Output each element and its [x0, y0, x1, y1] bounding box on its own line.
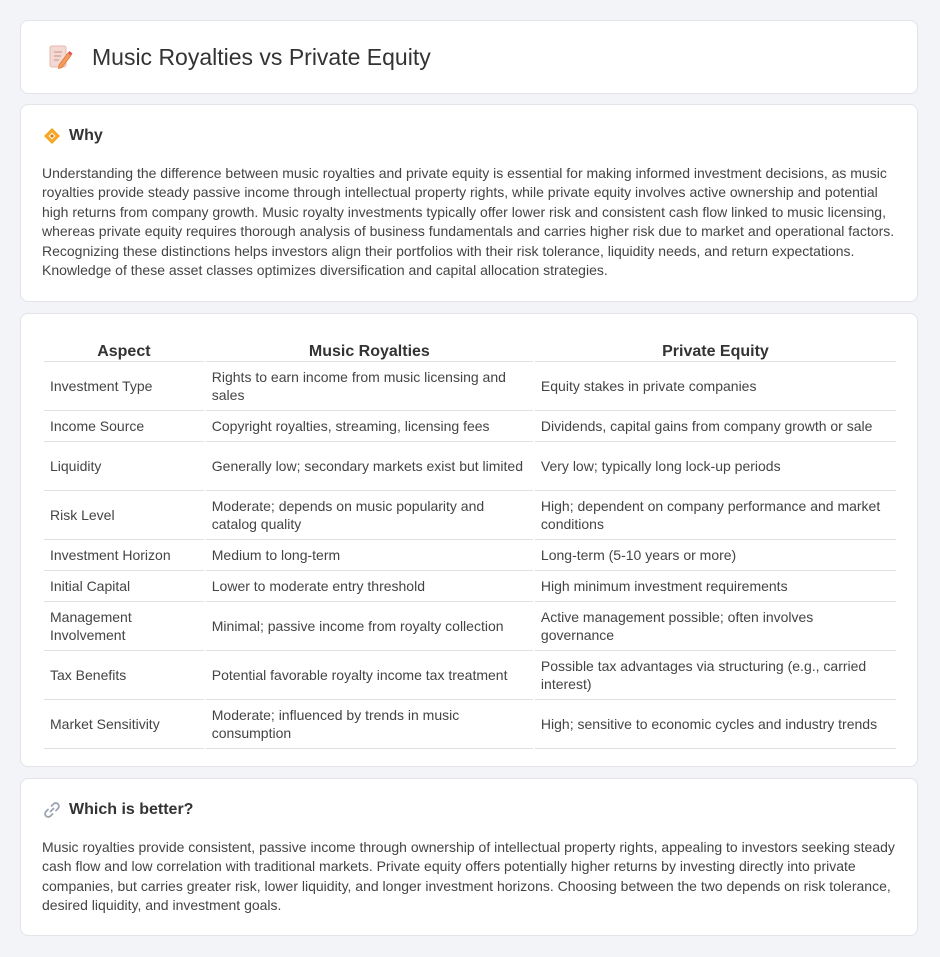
aspect-cell: Investment Type: [44, 362, 204, 411]
comparison-table: [42, 334, 898, 749]
private-equity-cell: Active management possible; often involves governance: [535, 602, 896, 651]
aspect-cell: Market Sensitivity: [44, 700, 204, 749]
why-header: [43, 127, 103, 145]
table-row: [44, 540, 896, 571]
aspect-cell: Management Involvement: [44, 602, 204, 651]
private-equity-cell: High minimum investment requirements: [535, 571, 896, 602]
header-private-equity: Private Equity: [535, 334, 896, 362]
table-row: [44, 362, 896, 411]
music-royalties-cell: Moderate; depends on music popularity and catalog quality: [206, 491, 533, 540]
music-royalties-cell: Rights to earn income from music licensing and sales: [206, 362, 533, 411]
music-royalties-cell: Moderate; influenced by trends in music consumption: [206, 700, 533, 749]
private-equity-cell: Long-term (5-10 years or more): [535, 540, 896, 571]
which-better-card: [20, 778, 918, 936]
header-aspect: Aspect: [44, 334, 204, 362]
aspect-cell: Income Source: [44, 411, 204, 442]
private-equity-cell: High; sensitive to economic cycles and industry trends: [535, 700, 896, 749]
table-row: [44, 651, 896, 700]
aspect-cell: Tax Benefits: [44, 651, 204, 700]
private-equity-cell: Equity stakes in private companies: [535, 362, 896, 411]
private-equity-cell: Very low; typically long lock-up periods: [535, 442, 896, 491]
better-text: Music royalties provide consistent, passive income through ownership of intellectual property rights, appealing to investors seeking steady cash flow and low correlation with traditional markets. Private equity offers potentially higher returns by investing directly into private companies, but carries greater risk, lower liquidity, and longer investment horizons. Choosing between the two depends on risk tolerance, desired liquidity, and investment goals.: [42, 839, 895, 914]
why-text: Understanding the difference between music royalties and private equity is essential for making informed investment decisions, as music royalties provide steady passive income through intellectual property rights, while private equity involves active ownership and potential high returns from company growth. Music royalty investments typically offer lower risk and consistent cash flow linked to music licensing, whereas private equity requires thorough analysis of business fundamentals and carries higher risk due to market and operational factors. Recognizing these distinctions helps investors align their portfolios with their risk tolerance, liquidity needs, and return expectations. Knowledge of these asset classes optimizes diversification and capital allocation strategies.: [42, 165, 895, 279]
table-row: [44, 571, 896, 602]
diamond-warning-icon: [43, 127, 61, 145]
music-royalties-cell: Generally low; secondary markets exist but limited: [206, 442, 533, 491]
table-row: [44, 491, 896, 540]
table-row: [44, 411, 896, 442]
table-row: [44, 442, 896, 491]
link-icon: [43, 801, 61, 819]
aspect-cell: Investment Horizon: [44, 540, 204, 571]
private-equity-cell: High; dependent on company performance and market conditions: [535, 491, 896, 540]
private-equity-cell: Possible tax advantages via structuring (e.g., carried interest): [535, 651, 896, 700]
better-heading: Which is better?: [69, 801, 194, 818]
aspect-cell: Initial Capital: [44, 571, 204, 602]
aspect-cell: Risk Level: [44, 491, 204, 540]
title-row: [46, 43, 431, 71]
music-royalties-cell: Minimal; passive income from royalty collection: [206, 602, 533, 651]
table-row: [44, 602, 896, 651]
header-music-royalties: Music Royalties: [206, 334, 533, 362]
music-royalties-cell: Copyright royalties, streaming, licensing fees: [206, 411, 533, 442]
music-royalties-cell: Lower to moderate entry threshold: [206, 571, 533, 602]
title-card: [20, 20, 918, 94]
music-royalties-cell: Medium to long-term: [206, 540, 533, 571]
page-title: Music Royalties vs Private Equity: [92, 43, 431, 70]
music-royalties-cell: Potential favorable royalty income tax treatment: [206, 651, 533, 700]
table-row: [44, 700, 896, 749]
comparison-card: [20, 313, 918, 767]
document-pencil-icon: [46, 43, 74, 71]
better-header: [43, 801, 193, 819]
why-card: [20, 104, 918, 302]
private-equity-cell: Dividends, capital gains from company growth or sale: [535, 411, 896, 442]
table-header-row: [44, 334, 896, 362]
why-heading: Why: [69, 127, 103, 144]
aspect-cell: Liquidity: [44, 442, 204, 491]
